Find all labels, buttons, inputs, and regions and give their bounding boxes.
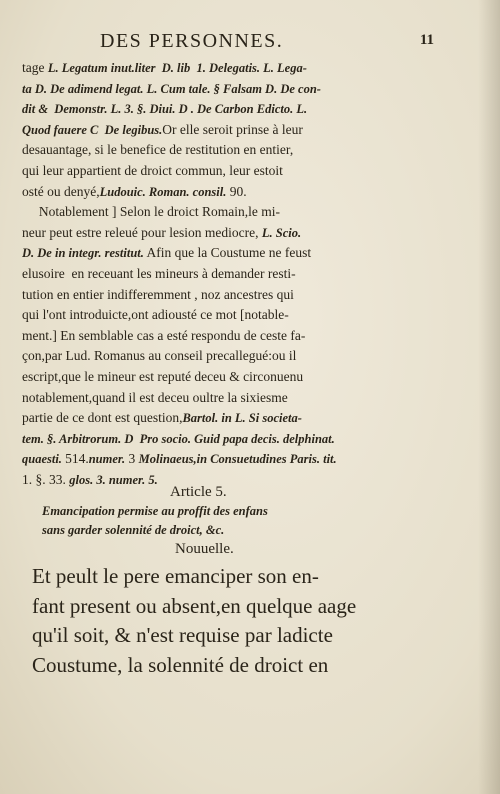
text-run: qui l'ont introduicte,ont adiousté ce mot [notable- (22, 307, 289, 323)
page-number: 11 (419, 32, 434, 48)
text-line (22, 264, 462, 285)
text-run: tution en entier indifferemment , noz ancestres qui (22, 286, 294, 302)
text-line (22, 346, 462, 367)
page-header (100, 30, 434, 54)
page-gutter-shadow (478, 0, 500, 794)
text-run: 1. §. 33. (22, 471, 70, 487)
text-line (22, 367, 462, 388)
text-run: tage (22, 60, 48, 75)
text-line (22, 429, 462, 450)
text-run: partie de ce dont est question, (22, 410, 183, 426)
text-run: çon,par Lud. Romanus au conseil precallegué:ou il (22, 348, 297, 364)
text-run: escript,que le mineur est reputé deceu & circonuenu (22, 368, 304, 384)
citation-run: & Demonstr. L. 3. §. Diui. D . De Carbon Edicto. L. (38, 102, 308, 117)
citation-run: quaesti. (22, 452, 66, 467)
citation-run: tem. §. Arbitrorum. D Pro socio. Guid papa decis. delphinat. (22, 431, 335, 446)
text-run: Or elle seroit prinse à leur (162, 121, 303, 137)
text-line (22, 285, 462, 306)
text-line (22, 243, 462, 264)
text-line (22, 449, 462, 470)
text-run: elusoire en receuant les mineurs à demander resti- (22, 265, 296, 281)
text-run: 90. (226, 183, 247, 199)
text-line (22, 223, 462, 244)
text-run: Notablement ] Selon le droict Romain,le mi- (22, 204, 280, 220)
custom-text-line: qu'il soit, & n'est requise par ladicte (32, 623, 333, 647)
nouvelle-label: Nouuelle. (175, 541, 234, 557)
running-title: DES PERSONNES. (100, 30, 284, 52)
citation-run: glos. 3. numer. 5. (69, 472, 158, 487)
citation-run: Ludouic. Roman. consil. (99, 184, 227, 199)
article-rubric (42, 502, 462, 540)
text-line (22, 161, 462, 182)
text-run: Afin que la Coustume ne feust (143, 245, 312, 261)
citation-run: L. Legatum inut.liter D. lib 1. Delegatis. L. Lega- (47, 61, 307, 75)
custom-text-line: fant present ou absent,en quelque aage (32, 593, 357, 618)
custom-text-line: Et peult le pere emanciper son en- (32, 564, 319, 588)
custom-text (32, 562, 472, 680)
text-run: 3 (125, 451, 139, 467)
citation-run: Molinaeus,in Consuetudines Paris. tit. (138, 452, 337, 467)
text-line (22, 305, 462, 326)
commentary-text (22, 58, 462, 490)
citation-run: dit (22, 102, 39, 117)
text-line (22, 99, 462, 120)
citation-run: numer. (88, 452, 126, 467)
text-line (22, 326, 462, 347)
text-run: desauantage, si le benefice de restitution en entier, (22, 142, 294, 158)
text-line (22, 120, 462, 141)
rubric-line: Emancipation permise au proffit des enfans (42, 504, 268, 518)
text-run: neur peut estre releué pour lesion mediocre, (22, 224, 262, 240)
text-line (22, 58, 462, 79)
custom-text-line: Coustume, la solennité de droict en (32, 652, 329, 677)
citation-run: L. Scio. (261, 225, 302, 240)
citation-run: D. De in integr. restitut. (22, 246, 144, 261)
text-line (22, 408, 462, 429)
text-line (22, 388, 462, 409)
text-run: osté ou denyé, (22, 183, 100, 199)
citation-run: Bartol. in L. Si societa- (182, 411, 302, 426)
text-line (22, 79, 462, 100)
text-line (22, 182, 462, 203)
text-line (22, 140, 462, 161)
citation-run: Quod fauere C De legibus. (22, 122, 163, 137)
text-run: 514. (65, 451, 89, 467)
rubric-line: sans garder solennité de droict, &c. (42, 523, 225, 537)
article-heading: Article 5. (170, 484, 227, 500)
text-run: qui leur appartient de droict commun, leur estoit (22, 162, 283, 178)
text-line (22, 202, 462, 223)
text-run: notablement,quand il est deceu oultre la sixiesme (22, 389, 288, 405)
text-line (22, 470, 462, 491)
text-run: ment.] En semblable cas a esté respondu de ceste fa- (22, 327, 306, 343)
citation-run: ta D. De adimend legat. L. Cum tale. § Falsam D. De con- (22, 81, 321, 96)
